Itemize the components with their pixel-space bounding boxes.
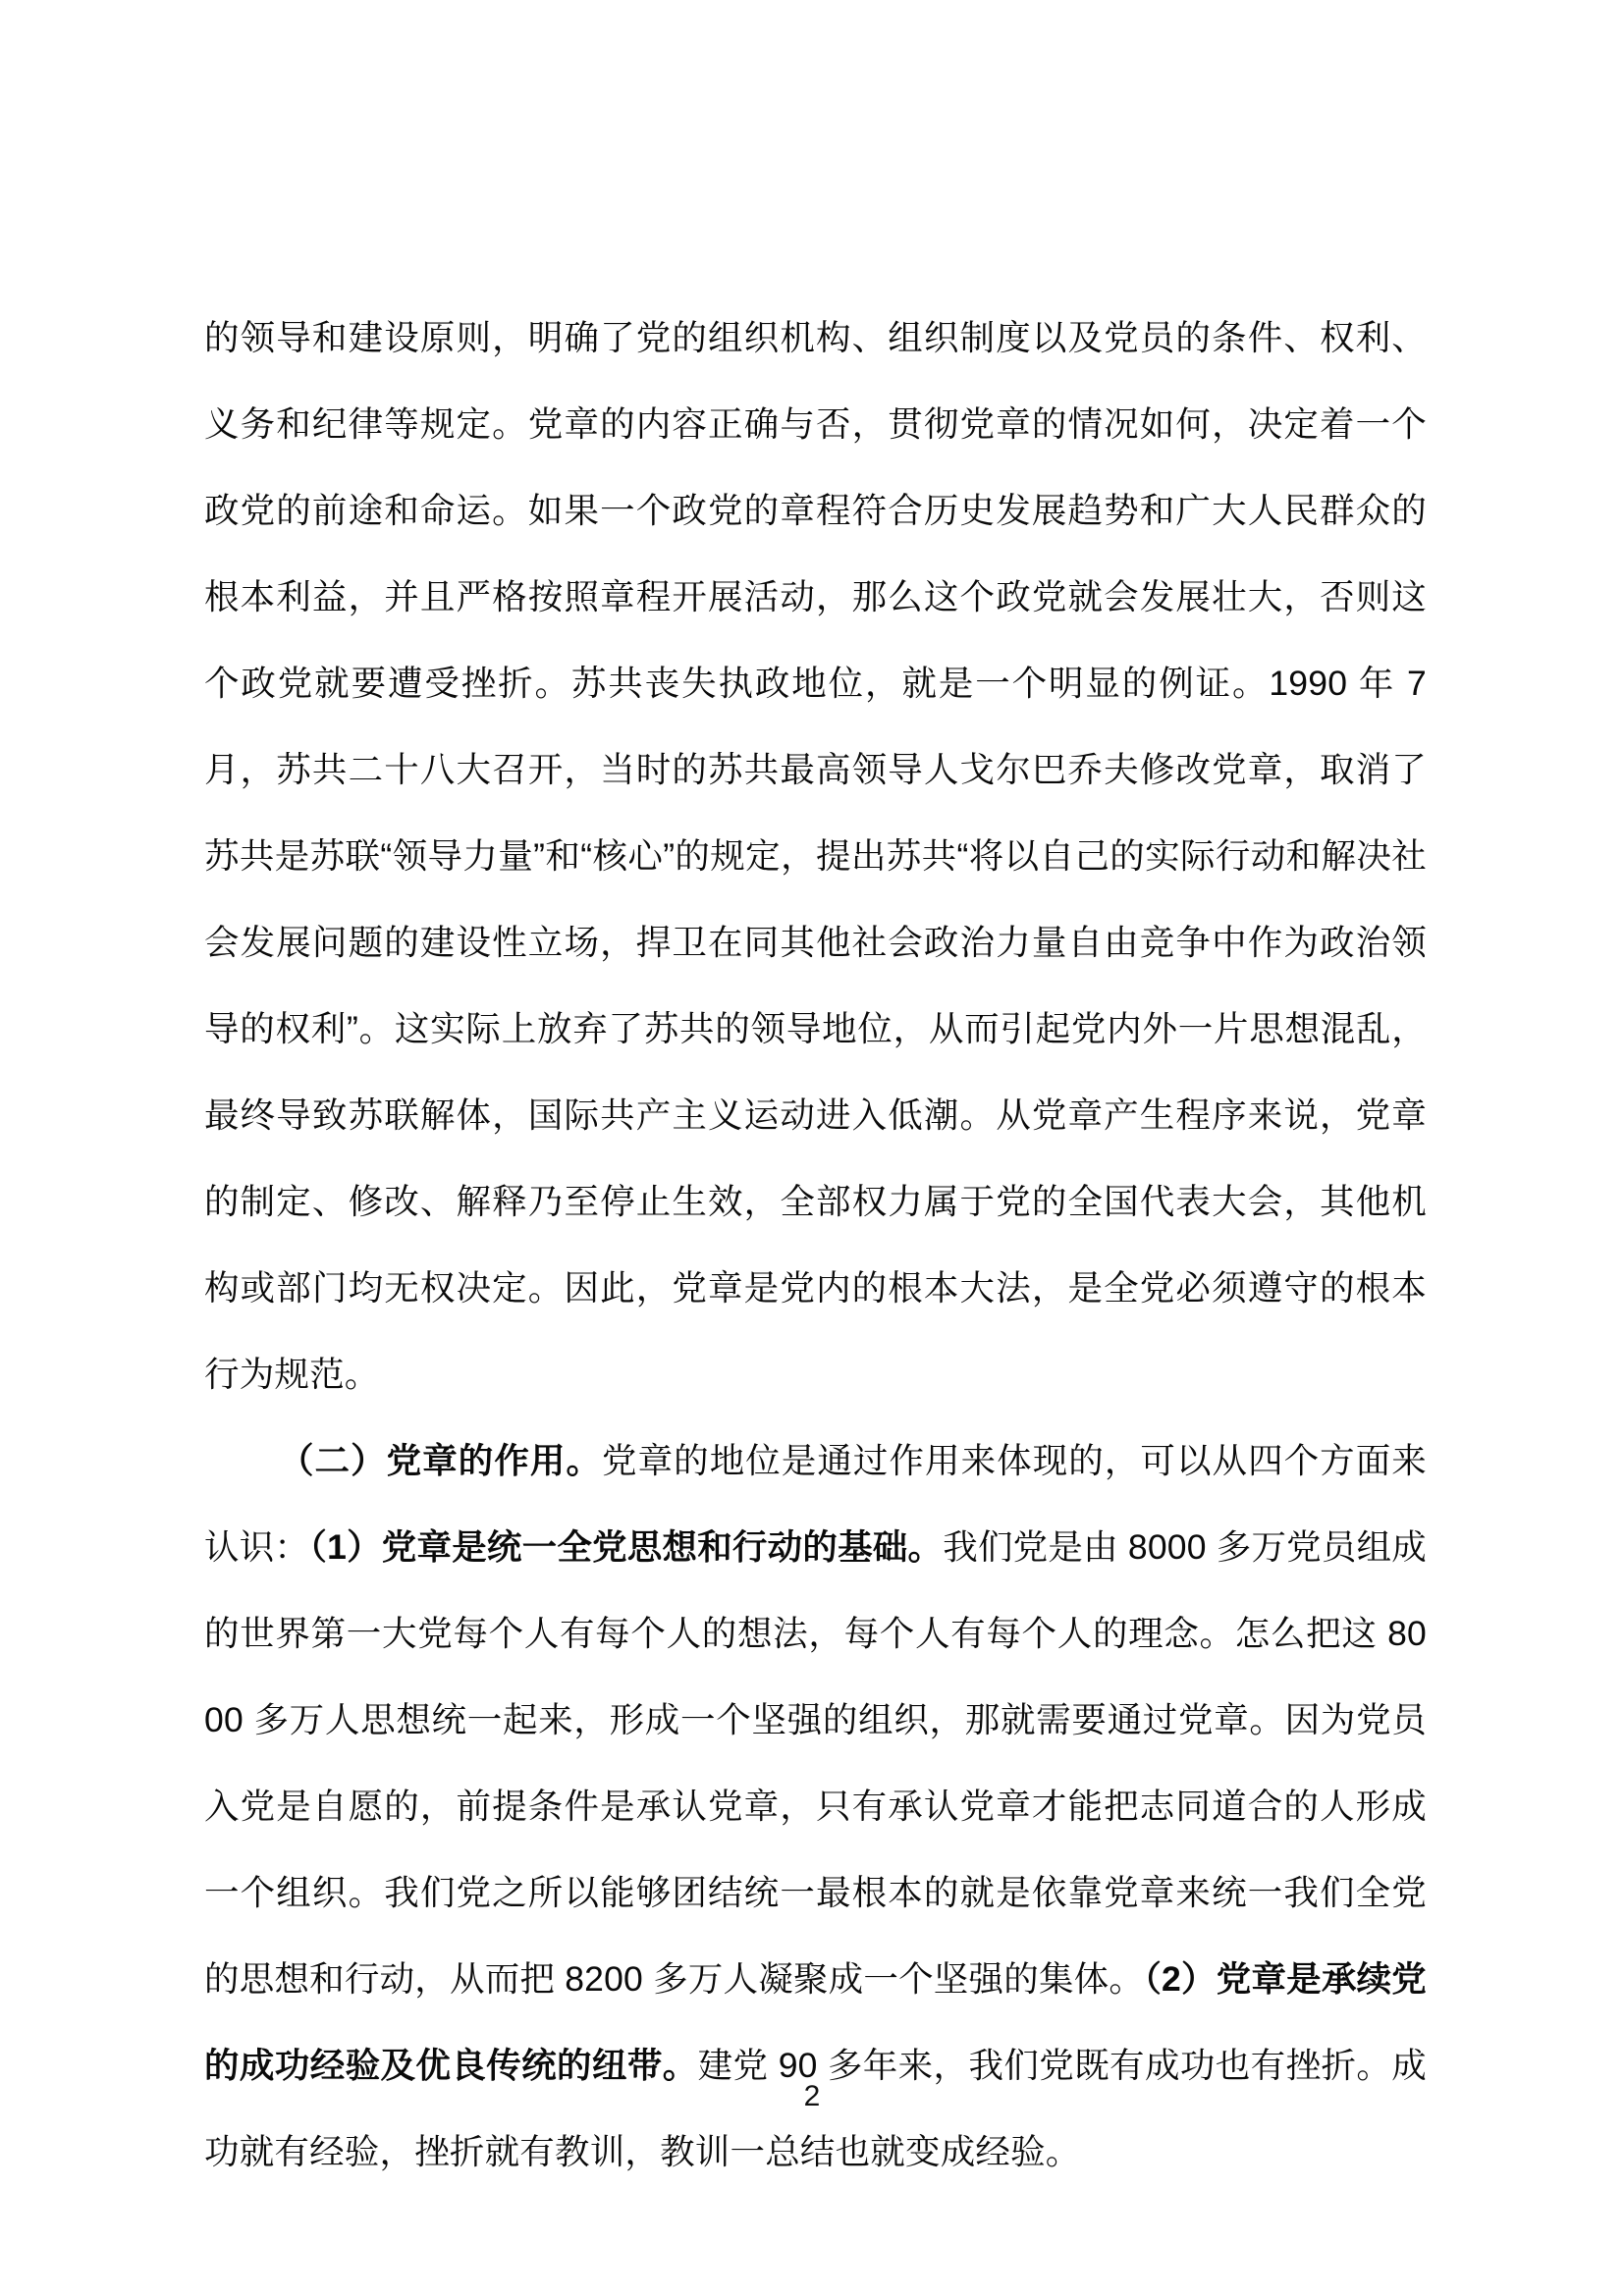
subheading-point-one: （1）党章是统一全党思想和行动的基础。	[309, 1527, 944, 1567]
subheading-point-two: （2）党章是承续党的成功经验及优良传统的纽带。	[204, 1959, 1428, 2085]
section-two-intro: 党章的地位是通过作用来体现的，可以从四个方面来认识：	[204, 1441, 1427, 1567]
point-one-body: 我们党是由 8000 多万党员组成的世界第一大党每个人有每个人的想法，每个人有每个人的理念。怎么把这 8000 多万人思想统一起来，形成一个坚强的组织，那就需要通过党章。因为党员入党是自愿的，前提条件是承认党章，只有承认党章才能把志同道合的人形成一个组织。我们党之所以能够团结统一最根本的就是依靠党章来统一我们全党的思想和行动，从而把 8200 多万人凝聚成一个坚强的集体。	[204, 1527, 1428, 1999]
paragraph-text: 的领导和建设原则，明确了党的组织机构、组织制度以及党员的条件、权利、义务和纪律等规定。党章的内容正确与否，贯彻党章的情况如何，决定着一个政党的前途和命运。如果一个政党的章程符合历史发展趋势和广大人民群众的根本利益，并且严格按照章程开展活动，那么这个政党就会发展壮大，否则这个政党就要遭受挫折。苏共丧失执政地位，就是一个明显的例证。1990 年 7 月，苏共二十八大召开，当时的苏共最高领导人戈尔巴乔夫修改党章，取消了苏共是苏联“领导力量”和“核心”的规定，提出苏共“将以自己的实际行动和解决社会发展问题的建设性立场，捍卫在同其他社会政治力量自由竞争中作为政治领导的权利”。这实际上放弃了苏共的领导地位，从而引起党内外一片思想混乱，最终导致苏联解体，国际共产主义运动进入低潮。从党章产生程序来说，党章的制定、修改、解释乃至停止生效，全部权力属于党的全国代表大会，其他机构或部门均无权决定。因此，党章是党内的根本大法，是全党必须遵守的根本行为规范。	[204, 318, 1427, 1394]
point-two-body: 建党 90 多年来，我们党既有成功也有挫折。成功就有经验，挫折就有教训，教训一总结也就变成经验。	[204, 2046, 1427, 2171]
document-body	[204, 294, 1427, 2195]
page-number-footer: 2	[803, 2080, 821, 2112]
section-heading-two: （二）党章的作用。	[279, 1441, 603, 1480]
paragraph-continuation	[204, 294, 1427, 1417]
